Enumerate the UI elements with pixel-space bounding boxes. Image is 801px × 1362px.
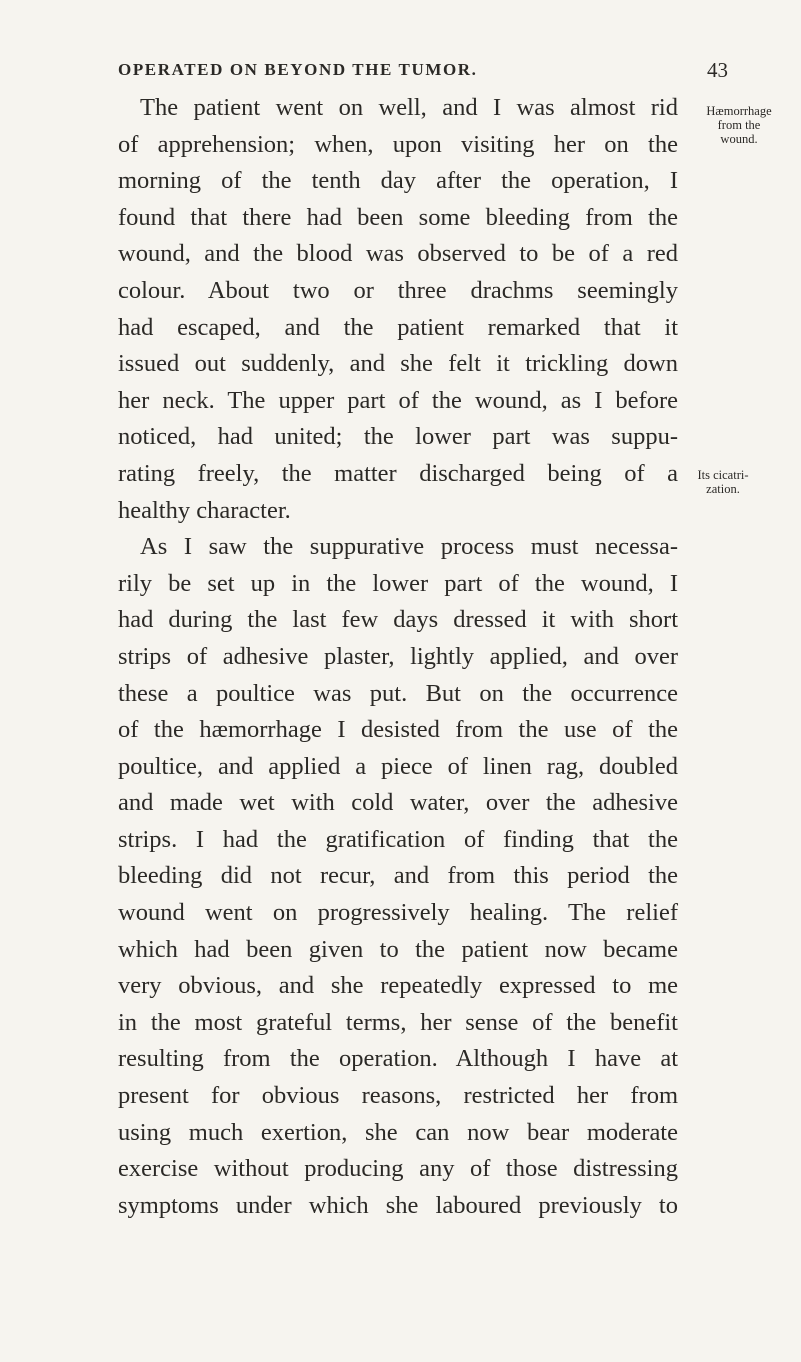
text-line: wound, and the blood was observed to be of a red [118,240,678,268]
running-head [118,58,728,88]
text-line: exercise without producing any of those distressing [118,1155,678,1183]
margin-note-line: wound. [720,132,758,146]
text-line: found that there had been some bleeding from the [118,203,678,231]
text-line: symptoms under which she laboured previously to [118,1191,678,1219]
margin-note-line: Hæmorrhage [706,104,772,118]
text-line: present for obvious reasons, restricted her from [118,1082,678,1110]
text-line: strips. I had the gratification of finding that the [118,825,678,853]
text-line: bleeding did not recur, and from this period the [118,862,678,890]
text-line: these a poultice was put. But on the occurrence [118,679,678,707]
margin-note-line: from the [717,118,761,132]
text-line: using much exertion, she can now bear moderate [118,1118,678,1146]
margin-note-line: zation. [706,482,740,496]
text-line: in the most grateful terms, her sense of the benefit [118,1008,678,1036]
text-line: noticed, had united; the lower part was suppu- [118,423,678,451]
running-title: OPERATED ON BEYOND THE TUMOR. [118,60,478,79]
text-line: and made wet with cold water, over the adhesive [118,789,678,817]
text-line: her neck. The upper part of the wound, as I before [118,386,678,414]
text-line: poultice, and applied a piece of linen rag, doubled [118,752,678,780]
margin-note-line: Its cicatri- [697,468,749,482]
text-line: of the hæmorrhage I desisted from the use of the [118,716,678,744]
page-number: 43 [707,58,728,82]
text-line: healthy character. [118,496,291,524]
margin-note-cicatrization [678,468,768,496]
text-line: had escaped, and the patient remarked that it [118,313,678,341]
text-line: issued out suddenly, and she felt it trickling down [118,350,678,378]
text-line: As I saw the suppurative process must necessa- [140,533,678,561]
text-line: morning of the tenth day after the operation, I [118,167,678,195]
text-line: colour. About two or three drachms seemingly [118,276,678,304]
text-line: strips of adhesive plaster, lightly applied, and over [118,642,678,670]
text-line: had during the last few days dressed it with short [118,606,678,634]
text-line: resulting from the operation. Although I have at [118,1045,678,1073]
margin-note-haemorrhage [680,104,798,146]
body-text [118,90,678,1224]
text-line: rily be set up in the lower part of the wound, I [118,569,678,597]
text-line: of apprehension; when, upon visiting her on the [118,130,678,158]
text-line: wound went on progressively healing. The relief [118,899,678,927]
text-line: which had been given to the patient now became [118,935,678,963]
text-line: very obvious, and she repeatedly expressed to me [118,972,678,1000]
text-line: rating freely, the matter discharged being of a [118,459,678,487]
text-line: The patient went on well, and I was almost rid [140,94,678,121]
